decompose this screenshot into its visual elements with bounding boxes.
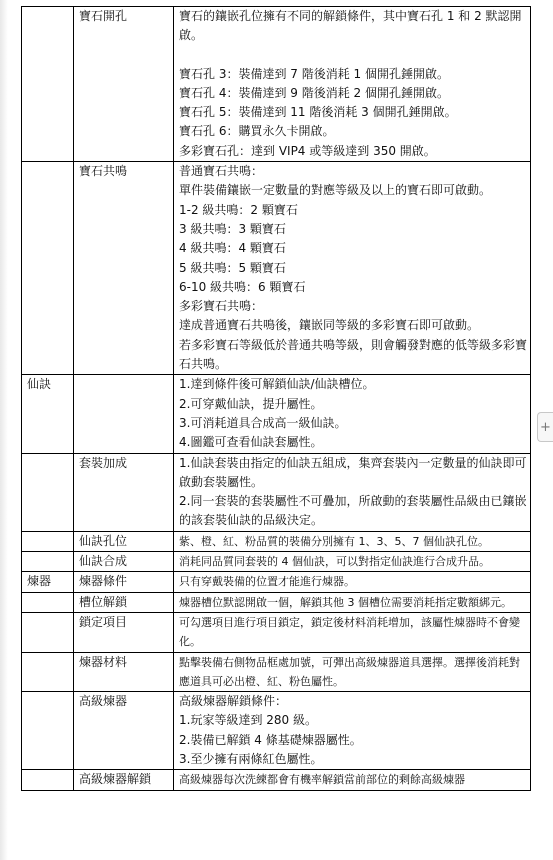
table-row bbox=[22, 770, 531, 790]
table-row bbox=[22, 375, 531, 453]
category-cell: 仙訣 bbox=[22, 375, 74, 453]
table-row bbox=[22, 612, 531, 652]
description-line: 3 級共鳴：3 顆寶石 bbox=[179, 221, 286, 236]
description-line: 3.至少擁有兩條紅色屬性。 bbox=[179, 751, 323, 766]
description-line: 1-2 級共鳴：2 顆寶石 bbox=[179, 202, 298, 217]
subcategory-cell bbox=[74, 375, 174, 453]
description-cell bbox=[174, 592, 531, 612]
description-line: 1.玩家等級達到 280 級。 bbox=[179, 713, 317, 728]
description-line: 2.裝備已解鎖 4 條基礎煉器屬性。 bbox=[179, 732, 362, 747]
table-row bbox=[22, 7, 531, 162]
description-line: 單件裝備鑲嵌一定數量的對應等級及以上的寶石即可啟動。 bbox=[179, 183, 492, 198]
description-line: 紫、橙、紅、粉品質的裝備分別擁有 1、3、5、7 個仙訣孔位。 bbox=[179, 534, 489, 548]
description-line: 高級煉器解鎖條件： bbox=[179, 694, 288, 709]
description-cell bbox=[174, 770, 531, 790]
subcategory-cell: 仙訣合成 bbox=[74, 552, 174, 572]
description-line: 寶石孔 4：裝備達到 9 階後消耗 2 個開孔錘開啟。 bbox=[179, 85, 449, 100]
subcategory-cell: 煉器條件 bbox=[74, 572, 174, 592]
table-row bbox=[22, 592, 531, 612]
description-line: 只有穿戴裝備的位置才能進行煉器。 bbox=[179, 575, 355, 589]
table-row bbox=[22, 552, 531, 572]
category-cell bbox=[22, 162, 74, 375]
description-line: 1.仙訣套裝由指定的仙訣五組成，集齊套裝內一定數量的仙訣即可啟動套裝屬性。 bbox=[179, 455, 527, 489]
subcategory-cell: 高級煉器解鎖 bbox=[74, 770, 174, 790]
description-line: 4.圖鑑可查看仙訣套屬性。 bbox=[179, 435, 323, 450]
subcategory-cell: 寶石開孔 bbox=[74, 7, 174, 162]
description-line: 普通寶石共鳴： bbox=[179, 164, 264, 179]
subcategory-cell: 仙訣孔位 bbox=[74, 531, 174, 551]
description-line: 4 級共鳴：4 顆寶石 bbox=[179, 241, 286, 256]
description-line: 2.可穿戴仙訣，提升屬性。 bbox=[179, 396, 323, 411]
category-cell bbox=[22, 7, 74, 162]
description-cell bbox=[174, 692, 531, 770]
table-row bbox=[22, 692, 531, 770]
description-line bbox=[179, 46, 527, 65]
description-line: 6-10 級共鳴：6 顆寶石 bbox=[179, 279, 306, 294]
description-cell bbox=[174, 652, 531, 692]
description-line: 3.可消耗道具合成高一級仙訣。 bbox=[179, 415, 347, 430]
subcategory-cell: 煉器材料 bbox=[74, 652, 174, 692]
description-cell bbox=[174, 162, 531, 375]
subcategory-cell: 高級煉器 bbox=[74, 692, 174, 770]
description-line: 寶石孔 3：裝備達到 7 階後消耗 1 個開孔錘開啟。 bbox=[179, 66, 449, 81]
description-line: 2.同一套裝的套裝屬性不可疊加，所啟動的套裝屬性品級由已鑲嵌的該套裝仙訣的品級決定。 bbox=[179, 494, 527, 528]
table-row bbox=[22, 162, 531, 375]
description-line: 多彩寶石孔：達到 VIP4 或等級達到 350 開啟。 bbox=[179, 143, 436, 158]
category-cell bbox=[22, 612, 74, 652]
description-line: 寶石孔 5：裝備達到 11 階後消耗 3 個開孔錘開啟。 bbox=[179, 105, 457, 120]
description-line: 煉器槽位默認開啟一個，解鎖其他 3 個槽位需要消耗指定數額綁元。 bbox=[179, 595, 512, 609]
description-line: 5 級共鳴：5 顆寶石 bbox=[179, 260, 286, 275]
category-cell bbox=[22, 652, 74, 692]
description-line: 可勾選項目進行項目鎖定，鎖定後材料消耗增加，該屬性煉器時不會變化。 bbox=[179, 615, 520, 649]
description-line: 點擊裝備右側物品框處加號，可彈出高級煉器道具選擇。選擇後消耗對應道具可必出橙、紅、粉色屬性。 bbox=[179, 655, 520, 688]
table-row bbox=[22, 531, 531, 551]
table-row bbox=[22, 453, 531, 531]
subcategory-cell: 鎖定項目 bbox=[74, 612, 174, 652]
category-cell bbox=[22, 552, 74, 572]
description-line: 消耗同品質同套裝的 4 個仙訣，可以對指定仙訣進行合成升品。 bbox=[179, 555, 490, 569]
category-cell bbox=[22, 692, 74, 770]
description-cell bbox=[174, 7, 531, 162]
description-line: 1.達到條件後可解鎖仙訣/仙訣槽位。 bbox=[179, 377, 375, 392]
feature-table bbox=[21, 6, 531, 791]
category-cell bbox=[22, 531, 74, 551]
description-line: 達成普通寶石共鳴後，鑲嵌同等級的多彩寶石即可啟動。 bbox=[179, 318, 480, 333]
category-cell: 煉器 bbox=[22, 572, 74, 592]
category-cell bbox=[22, 592, 74, 612]
description-cell bbox=[174, 572, 531, 592]
category-cell bbox=[22, 770, 74, 790]
description-cell bbox=[174, 531, 531, 551]
page-shadow bbox=[0, 0, 8, 860]
description-cell bbox=[174, 612, 531, 652]
description-line: 高級煉器每次洗練都會有機率解鎖當前部位的剩餘高級煉器 bbox=[179, 773, 465, 787]
description-line: 若多彩寶石等級低於普通共鳴等級，則會觸發對應的低等級多彩寶石共鳴。 bbox=[179, 337, 528, 372]
table-row bbox=[22, 572, 531, 592]
description-cell bbox=[174, 453, 531, 531]
subcategory-cell: 套裝加成 bbox=[74, 453, 174, 531]
subcategory-cell: 寶石共鳴 bbox=[74, 162, 174, 375]
description-cell bbox=[174, 375, 531, 453]
description-cell bbox=[174, 552, 531, 572]
description-line: 寶石孔 6：購買永久卡開啟。 bbox=[179, 124, 335, 139]
table-row bbox=[22, 652, 531, 692]
add-icon[interactable]: + bbox=[537, 412, 553, 442]
table-body bbox=[22, 7, 531, 791]
description-line: 寶石的鑲嵌孔位擁有不同的解鎖條件，其中寶石孔 1 和 2 默認開啟。 bbox=[179, 9, 522, 43]
category-cell bbox=[22, 453, 74, 531]
subcategory-cell: 槽位解鎖 bbox=[74, 592, 174, 612]
description-line: 多彩寶石共鳴： bbox=[179, 299, 264, 314]
